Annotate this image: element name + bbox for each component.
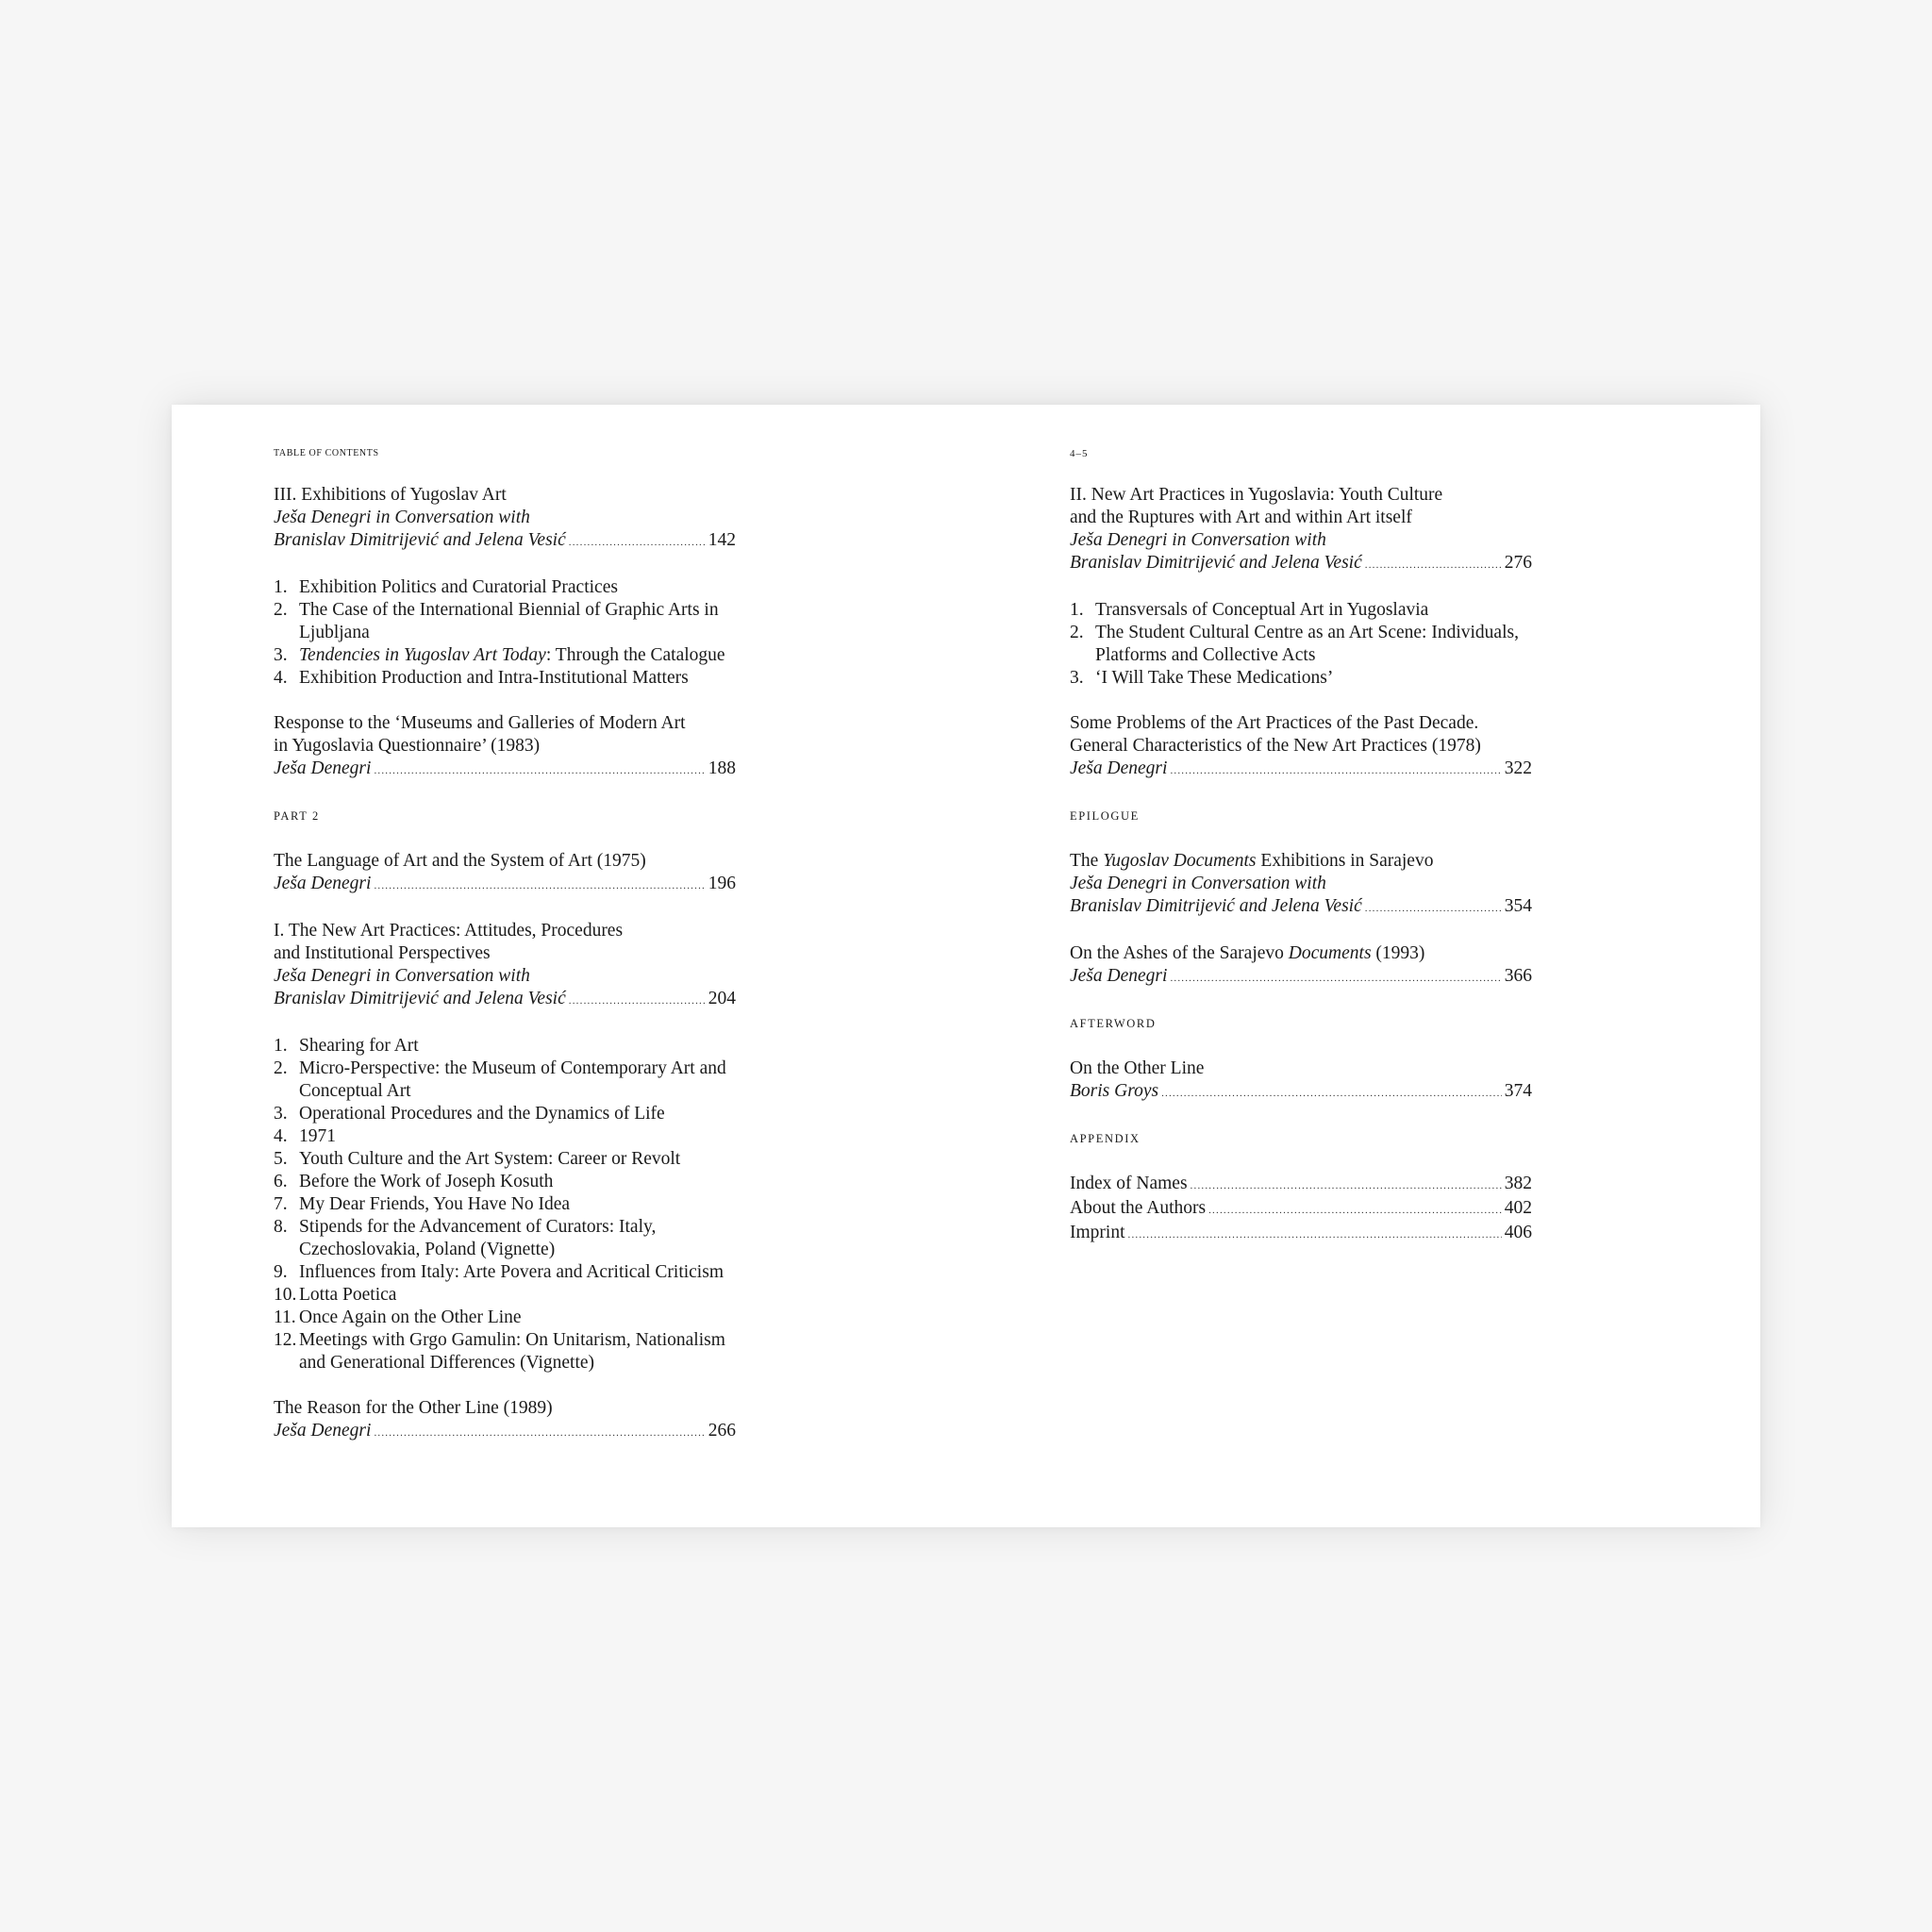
- section-label-appendix: APPENDIX: [1070, 1132, 1141, 1145]
- dot-leader: [1170, 759, 1501, 782]
- item-text: 1971: [299, 1126, 336, 1146]
- list-item[interactable]: [274, 1284, 736, 1307]
- entry-byline: Branislav Dimitrijević and Jelena Vesić: [274, 989, 566, 1008]
- list-item[interactable]: [274, 1171, 736, 1193]
- entry-byline: Ješa Denegri: [1070, 758, 1168, 778]
- entry-byline: Ješa Denegri: [274, 1421, 372, 1441]
- page-number: 204: [708, 989, 736, 1008]
- page-number: 354: [1504, 896, 1532, 916]
- entry-title: III. Exhibitions of Yugoslav Art: [274, 485, 507, 505]
- toc-entry-ashes-sarajevo[interactable]: [1070, 942, 1532, 990]
- item-number: 1.: [1070, 600, 1084, 620]
- toc-entry-index-of-names[interactable]: [1070, 1173, 1532, 1197]
- list-item[interactable]: [274, 1103, 736, 1125]
- entry-byline: Ješa Denegri in Conversation with: [1070, 874, 1326, 893]
- entry-title: and Institutional Perspectives: [274, 943, 491, 963]
- entry-leader-line: [1070, 1080, 1532, 1105]
- dot-leader: [1170, 967, 1501, 990]
- list-item[interactable]: [274, 1058, 736, 1103]
- toc-entry-about-the-authors[interactable]: [1070, 1197, 1532, 1222]
- dot-leader: [569, 990, 706, 1012]
- entry-byline: Ješa Denegri in Conversation with: [1070, 530, 1326, 550]
- item-number: 10.: [274, 1285, 297, 1305]
- dot-leader: [1208, 1199, 1502, 1222]
- entry-byline: Branislav Dimitrijević and Jelena Vesić: [1070, 553, 1362, 573]
- toc-entry-some-problems[interactable]: [1070, 712, 1532, 782]
- running-head: TABLE OF CONTENTS: [274, 448, 379, 458]
- dot-leader: [374, 1422, 705, 1444]
- item-text: My Dear Friends, You Have No Idea: [299, 1194, 571, 1214]
- item-text: The Case of the International Biennial of Graphic Arts in Ljubljana: [299, 600, 719, 642]
- dot-leader: [1365, 897, 1502, 920]
- dot-leader: [1191, 1174, 1502, 1197]
- toc-entry-language-of-art[interactable]: [274, 850, 736, 897]
- entry-title: The Reason for the Other Line (1989): [274, 1398, 553, 1418]
- dot-leader: [1161, 1082, 1502, 1105]
- entry-title: [1070, 942, 1532, 965]
- entry-leader-line: [274, 873, 736, 897]
- toc-entry-response-questionnaire[interactable]: [274, 712, 736, 782]
- entry-byline: Ješa Denegri in Conversation with: [274, 966, 530, 986]
- page-number: 374: [1504, 1081, 1532, 1101]
- toc-entry-on-the-other-line[interactable]: [1070, 1058, 1532, 1105]
- dot-leader: [1365, 554, 1502, 576]
- entry-title: The Language of Art and the System of Art (1975): [274, 851, 646, 871]
- item-number: 9.: [274, 1262, 288, 1282]
- list-item[interactable]: [274, 1193, 736, 1216]
- entry-title: Some Problems of the Art Practices of the Past Decade.: [1070, 713, 1479, 733]
- toc-entry-reason-other-line[interactable]: [274, 1397, 736, 1444]
- entry-leader-line: [1070, 965, 1532, 990]
- list-item[interactable]: [274, 1329, 736, 1374]
- item-number: 4.: [274, 668, 288, 688]
- entry-leader-line: [1070, 895, 1532, 920]
- list-item[interactable]: [274, 644, 736, 667]
- entry-title: [1070, 850, 1532, 873]
- entry-title: I. The New Art Practices: Attitudes, Procedures: [274, 921, 624, 941]
- entry-title: Index of Names: [1070, 1174, 1188, 1193]
- item-number: 2.: [274, 1058, 288, 1078]
- entry-byline: Ješa Denegri: [274, 874, 372, 893]
- item-number: 7.: [274, 1194, 288, 1214]
- page-number: 196: [708, 874, 736, 893]
- left-toc: [274, 484, 736, 1467]
- entry-byline: Ješa Denegri: [274, 758, 372, 778]
- entry-title: Imprint: [1070, 1223, 1125, 1242]
- toc-entry-imprint[interactable]: [1070, 1222, 1532, 1246]
- entry-byline: Branislav Dimitrijević and Jelena Vesić: [274, 530, 566, 550]
- page-number: 406: [1504, 1223, 1532, 1242]
- page-number: 142: [708, 530, 736, 550]
- item-text: Transversals of Conceptual Art in Yugoslavia: [1095, 600, 1429, 620]
- item-text: Lotta Poetica: [299, 1285, 397, 1305]
- item-text: Influences from Italy: Arte Povera and Acritical Criticism: [299, 1262, 724, 1282]
- chapter-sublist: [274, 1035, 736, 1374]
- item-text: The Student Cultural Centre as an Art Scene: Individuals, Platforms and Collective Acts: [1095, 623, 1519, 665]
- entry-leader-line: [1070, 552, 1532, 576]
- item-text-rest: : Through the Catalogue: [545, 645, 725, 665]
- appendix-list: [1070, 1173, 1532, 1246]
- item-number: 8.: [274, 1217, 288, 1237]
- part-label: PART 2: [274, 809, 320, 823]
- section-label-epilogue: EPILOGUE: [1070, 809, 1140, 823]
- dot-leader: [1128, 1224, 1502, 1246]
- list-item[interactable]: [274, 1216, 736, 1261]
- item-text-italic: Tendencies in Yugoslav Art Today: [299, 645, 546, 665]
- toc-entry-new-art-practices-yugoslavia[interactable]: [1070, 484, 1532, 576]
- page-number: 276: [1504, 553, 1532, 573]
- item-number: 4.: [274, 1126, 288, 1146]
- item-number: 1.: [274, 1036, 288, 1056]
- chapter-sublist: [1070, 599, 1532, 690]
- page-number: 402: [1504, 1198, 1532, 1218]
- dot-leader: [374, 759, 705, 782]
- item-number: 2.: [1070, 623, 1084, 642]
- entry-leader-line: [274, 988, 736, 1012]
- item-text: Once Again on the Other Line: [299, 1307, 522, 1327]
- item-text: Youth Culture and the Art System: Career or Revolt: [299, 1149, 681, 1169]
- entry-leader-line: [274, 529, 736, 554]
- title-pre: The: [1070, 851, 1104, 871]
- section-label-afterword: AFTERWORD: [1070, 1017, 1157, 1030]
- item-number: 2.: [274, 600, 288, 620]
- dot-leader: [569, 531, 706, 554]
- toc-entry-new-art-practices[interactable]: [274, 920, 736, 1012]
- chapter-sublist: [274, 576, 736, 690]
- item-number: 12.: [274, 1330, 297, 1350]
- entry-title: About the Authors: [1070, 1198, 1207, 1218]
- item-text: Micro-Perspective: the Museum of Contemporary Art and Conceptual Art: [299, 1058, 726, 1101]
- list-item[interactable]: [1070, 667, 1532, 690]
- item-number: 3.: [274, 1104, 288, 1124]
- entry-byline: Branislav Dimitrijević and Jelena Vesić: [1070, 896, 1362, 916]
- entry-title: On the Other Line: [1070, 1058, 1205, 1078]
- item-text: Stipends for the Advancement of Curators: Italy, Czechoslovakia, Poland (Vignette): [299, 1217, 657, 1259]
- page-number: 188: [708, 758, 736, 778]
- list-item[interactable]: [274, 1261, 736, 1284]
- entry-title: II. New Art Practices in Yugoslavia: Youth Culture: [1070, 485, 1443, 505]
- title-post: (1993): [1371, 943, 1425, 963]
- entry-title: Response to the ‘Museums and Galleries of Modern Art: [274, 713, 686, 733]
- list-item[interactable]: [274, 576, 736, 599]
- entry-title: in Yugoslavia Questionnaire’ (1983): [274, 736, 541, 756]
- page-number: 382: [1504, 1174, 1532, 1193]
- item-number: 6.: [274, 1172, 288, 1191]
- item-text: ‘I Will Take These Medications’: [1095, 668, 1334, 688]
- toc-entry-yugoslav-documents[interactable]: [1070, 850, 1532, 920]
- title-italic: Documents: [1288, 943, 1372, 963]
- entry-byline: Boris Groys: [1070, 1081, 1159, 1101]
- toc-entry-exhibitions-yugoslav-art[interactable]: [274, 484, 736, 554]
- page-number: 322: [1504, 758, 1532, 778]
- item-text: Exhibition Politics and Curatorial Practices: [299, 577, 618, 597]
- page-number: 266: [708, 1421, 736, 1441]
- list-item[interactable]: [274, 1035, 736, 1058]
- list-item[interactable]: [1070, 599, 1532, 622]
- list-item[interactable]: [274, 599, 736, 644]
- entry-leader-line: [274, 758, 736, 782]
- entry-byline: Ješa Denegri: [1070, 966, 1168, 986]
- entry-leader-line: [274, 1420, 736, 1444]
- item-text: Meetings with Grgo Gamulin: On Unitarism, Nationalism and Generational Differences (Vignette): [299, 1330, 725, 1373]
- list-item[interactable]: [274, 1125, 736, 1148]
- entry-leader-line: [1070, 758, 1532, 782]
- page-number: 366: [1504, 966, 1532, 986]
- item-number: 3.: [1070, 668, 1084, 688]
- item-number: 11.: [274, 1307, 296, 1327]
- dot-leader: [374, 874, 705, 897]
- folio-page-numbers: 4–5: [1070, 448, 1089, 459]
- title-pre: On the Ashes of the Sarajevo: [1070, 943, 1289, 963]
- item-text: Exhibition Production and Intra-Institutional Matters: [299, 668, 689, 688]
- item-text: Operational Procedures and the Dynamics of Life: [299, 1104, 665, 1124]
- item-text: Shearing for Art: [299, 1036, 419, 1056]
- list-item[interactable]: [274, 1307, 736, 1329]
- right-toc: [1070, 484, 1532, 1269]
- list-item[interactable]: [1070, 622, 1532, 667]
- list-item[interactable]: [274, 1148, 736, 1171]
- book-spread: [172, 405, 1760, 1527]
- list-item[interactable]: [274, 667, 736, 690]
- item-text: Before the Work of Joseph Kosuth: [299, 1172, 554, 1191]
- title-italic: Yugoslav Documents: [1103, 851, 1257, 871]
- entry-title: and the Ruptures with Art and within Art itself: [1070, 508, 1412, 527]
- item-number: 5.: [274, 1149, 288, 1169]
- item-number: 1.: [274, 577, 288, 597]
- title-post: Exhibitions in Sarajevo: [1256, 851, 1434, 871]
- item-number: 3.: [274, 645, 288, 665]
- entry-title: General Characteristics of the New Art Practices (1978): [1070, 736, 1481, 756]
- entry-byline: Ješa Denegri in Conversation with: [274, 508, 530, 527]
- item-text: [299, 644, 736, 667]
